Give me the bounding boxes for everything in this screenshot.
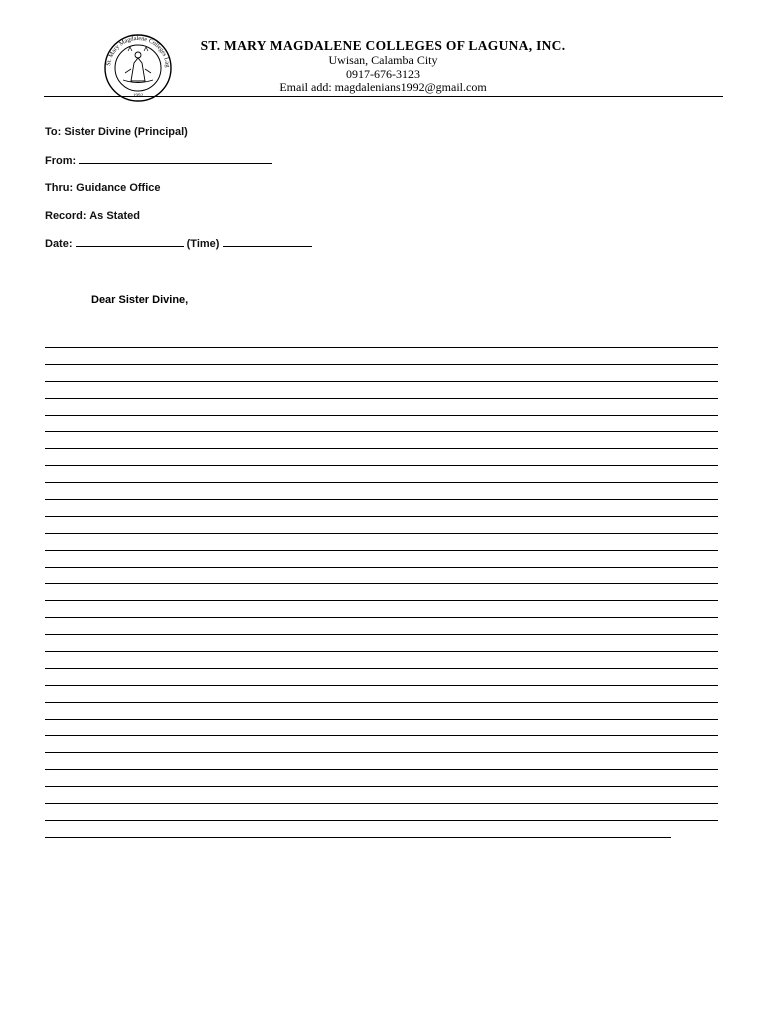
from-line — [45, 154, 272, 167]
seal-year: 1992 — [133, 94, 143, 99]
writing-line[interactable] — [45, 465, 718, 466]
thru-line: Thru: Guidance Office — [45, 182, 161, 194]
writing-line[interactable] — [45, 533, 718, 534]
writing-line[interactable] — [45, 381, 718, 382]
writing-line[interactable] — [45, 702, 718, 703]
writing-line[interactable] — [45, 550, 718, 551]
writing-line[interactable] — [45, 482, 718, 483]
writing-line[interactable] — [45, 364, 718, 365]
date-label: Date: — [45, 238, 73, 250]
from-blank[interactable] — [79, 154, 272, 164]
record-line: Record: As Stated — [45, 210, 140, 222]
writing-line[interactable] — [45, 668, 718, 669]
writing-line[interactable] — [45, 769, 718, 770]
writing-line[interactable] — [45, 634, 718, 635]
writing-line[interactable] — [45, 651, 718, 652]
writing-lines-area[interactable] — [45, 347, 718, 854]
writing-line[interactable] — [45, 837, 671, 838]
writing-line[interactable] — [45, 431, 718, 432]
writing-line[interactable] — [45, 583, 718, 584]
time-blank[interactable] — [223, 237, 312, 247]
date-blank[interactable] — [76, 237, 184, 247]
writing-line[interactable] — [45, 567, 718, 568]
writing-line[interactable] — [45, 752, 718, 753]
writing-line[interactable] — [45, 786, 718, 787]
greeting: Dear Sister Divine, — [91, 294, 189, 306]
to-line: To: Sister Divine (Principal) — [45, 126, 188, 138]
writing-line[interactable] — [45, 499, 718, 500]
letterhead — [150, 38, 616, 95]
date-time-line — [45, 237, 312, 250]
writing-line[interactable] — [45, 600, 718, 601]
school-email: Email add: magdalenians1992@gmail.com — [279, 80, 487, 94]
writing-line[interactable] — [45, 685, 718, 686]
writing-line[interactable] — [45, 719, 718, 720]
writing-line[interactable] — [45, 347, 718, 348]
writing-line[interactable] — [45, 448, 718, 449]
school-address: Uwisan, Calamba City — [328, 53, 438, 67]
writing-line[interactable] — [45, 735, 718, 736]
school-name: ST. MARY MAGDALENE COLLEGES OF LAGUNA, INC. — [200, 38, 566, 53]
school-phone: 0917-676-3123 — [346, 66, 420, 81]
writing-line[interactable] — [45, 820, 718, 821]
from-label: From: — [45, 155, 77, 167]
header-divider — [44, 96, 723, 97]
seal-text: St. Mary Magdalene Colleges Lag — [105, 34, 172, 68]
time-label: (Time) — [186, 238, 220, 250]
writing-line[interactable] — [45, 803, 718, 804]
writing-line[interactable] — [45, 617, 718, 618]
writing-line[interactable] — [45, 398, 718, 399]
writing-line[interactable] — [45, 516, 718, 517]
writing-line[interactable] — [45, 415, 718, 416]
